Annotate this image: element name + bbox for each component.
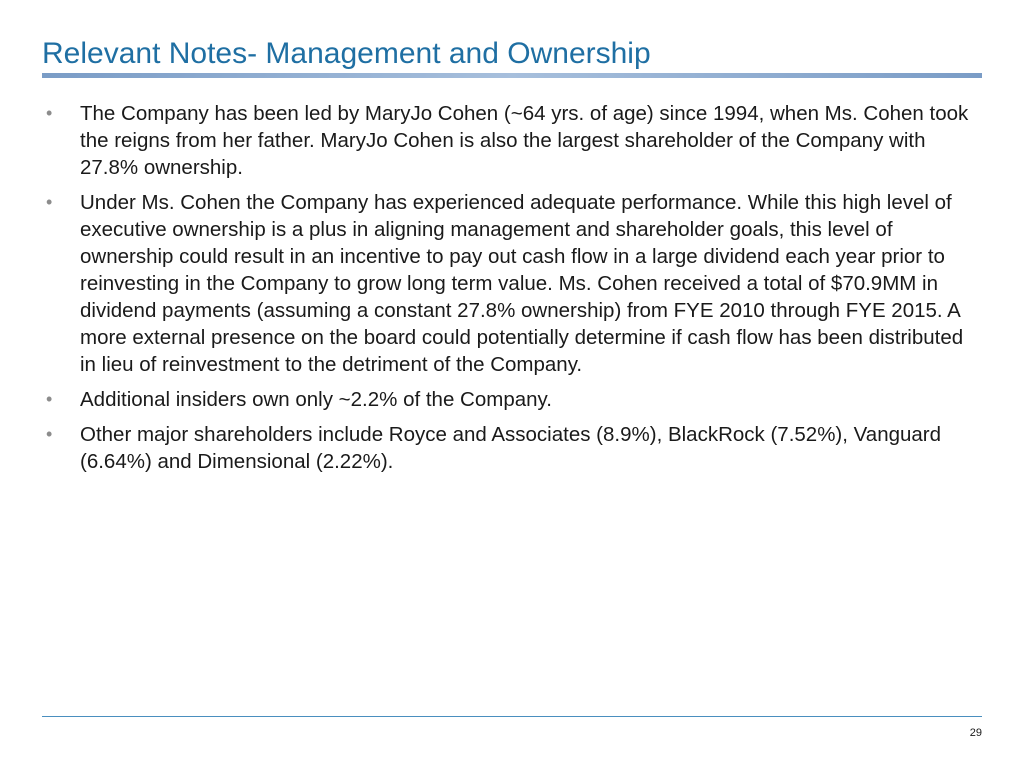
bullet-icon: • bbox=[46, 192, 53, 212]
bullet-item-shareholders bbox=[44, 421, 974, 475]
bullet-text: The Company has been led by MaryJo Cohen (~64 yrs. of age) since 1994, when Ms. Cohen took the reigns from her father. MaryJo Cohen is also the largest shareholder of the Company with 27.8% ownership. bbox=[80, 102, 969, 179]
bullet-text: Additional insiders own only ~2.2% of the Company. bbox=[80, 388, 552, 411]
bullet-icon: • bbox=[46, 103, 53, 123]
footer-divider bbox=[42, 716, 982, 717]
bullet-list bbox=[44, 100, 974, 483]
bullet-icon: • bbox=[46, 424, 53, 444]
bullet-icon: • bbox=[46, 389, 53, 409]
page-number: 29 bbox=[969, 727, 982, 739]
bullet-item-performance bbox=[44, 189, 974, 378]
slide-title: Relevant Notes- Management and Ownership bbox=[42, 37, 651, 70]
bullet-text: Other major shareholders include Royce and Associates (8.9%), BlackRock (7.52%), Vanguard (6.64%) and Dimensional (2.22%). bbox=[80, 423, 942, 473]
bullet-item-insiders bbox=[44, 386, 974, 413]
title-divider bbox=[42, 73, 982, 78]
bullet-item-leadership bbox=[44, 100, 974, 181]
bullet-text: Under Ms. Cohen the Company has experienced adequate performance. While this high level of executive ownership is a plus in aligning management and shareholder goals, this level of ownership could result in an incentive to pay out cash flow in a large dividend each year prior to reinvesting in the Company to grow long term value. Ms. Cohen received a total of $70.9MM in dividend payments (assuming a constant 27.8% ownership) from FYE 2010 through FYE 2015. A more external presence on the board could potentially determine if cash flow has been distributed in lieu of reinvestment to the detriment of the Company. bbox=[80, 191, 964, 376]
